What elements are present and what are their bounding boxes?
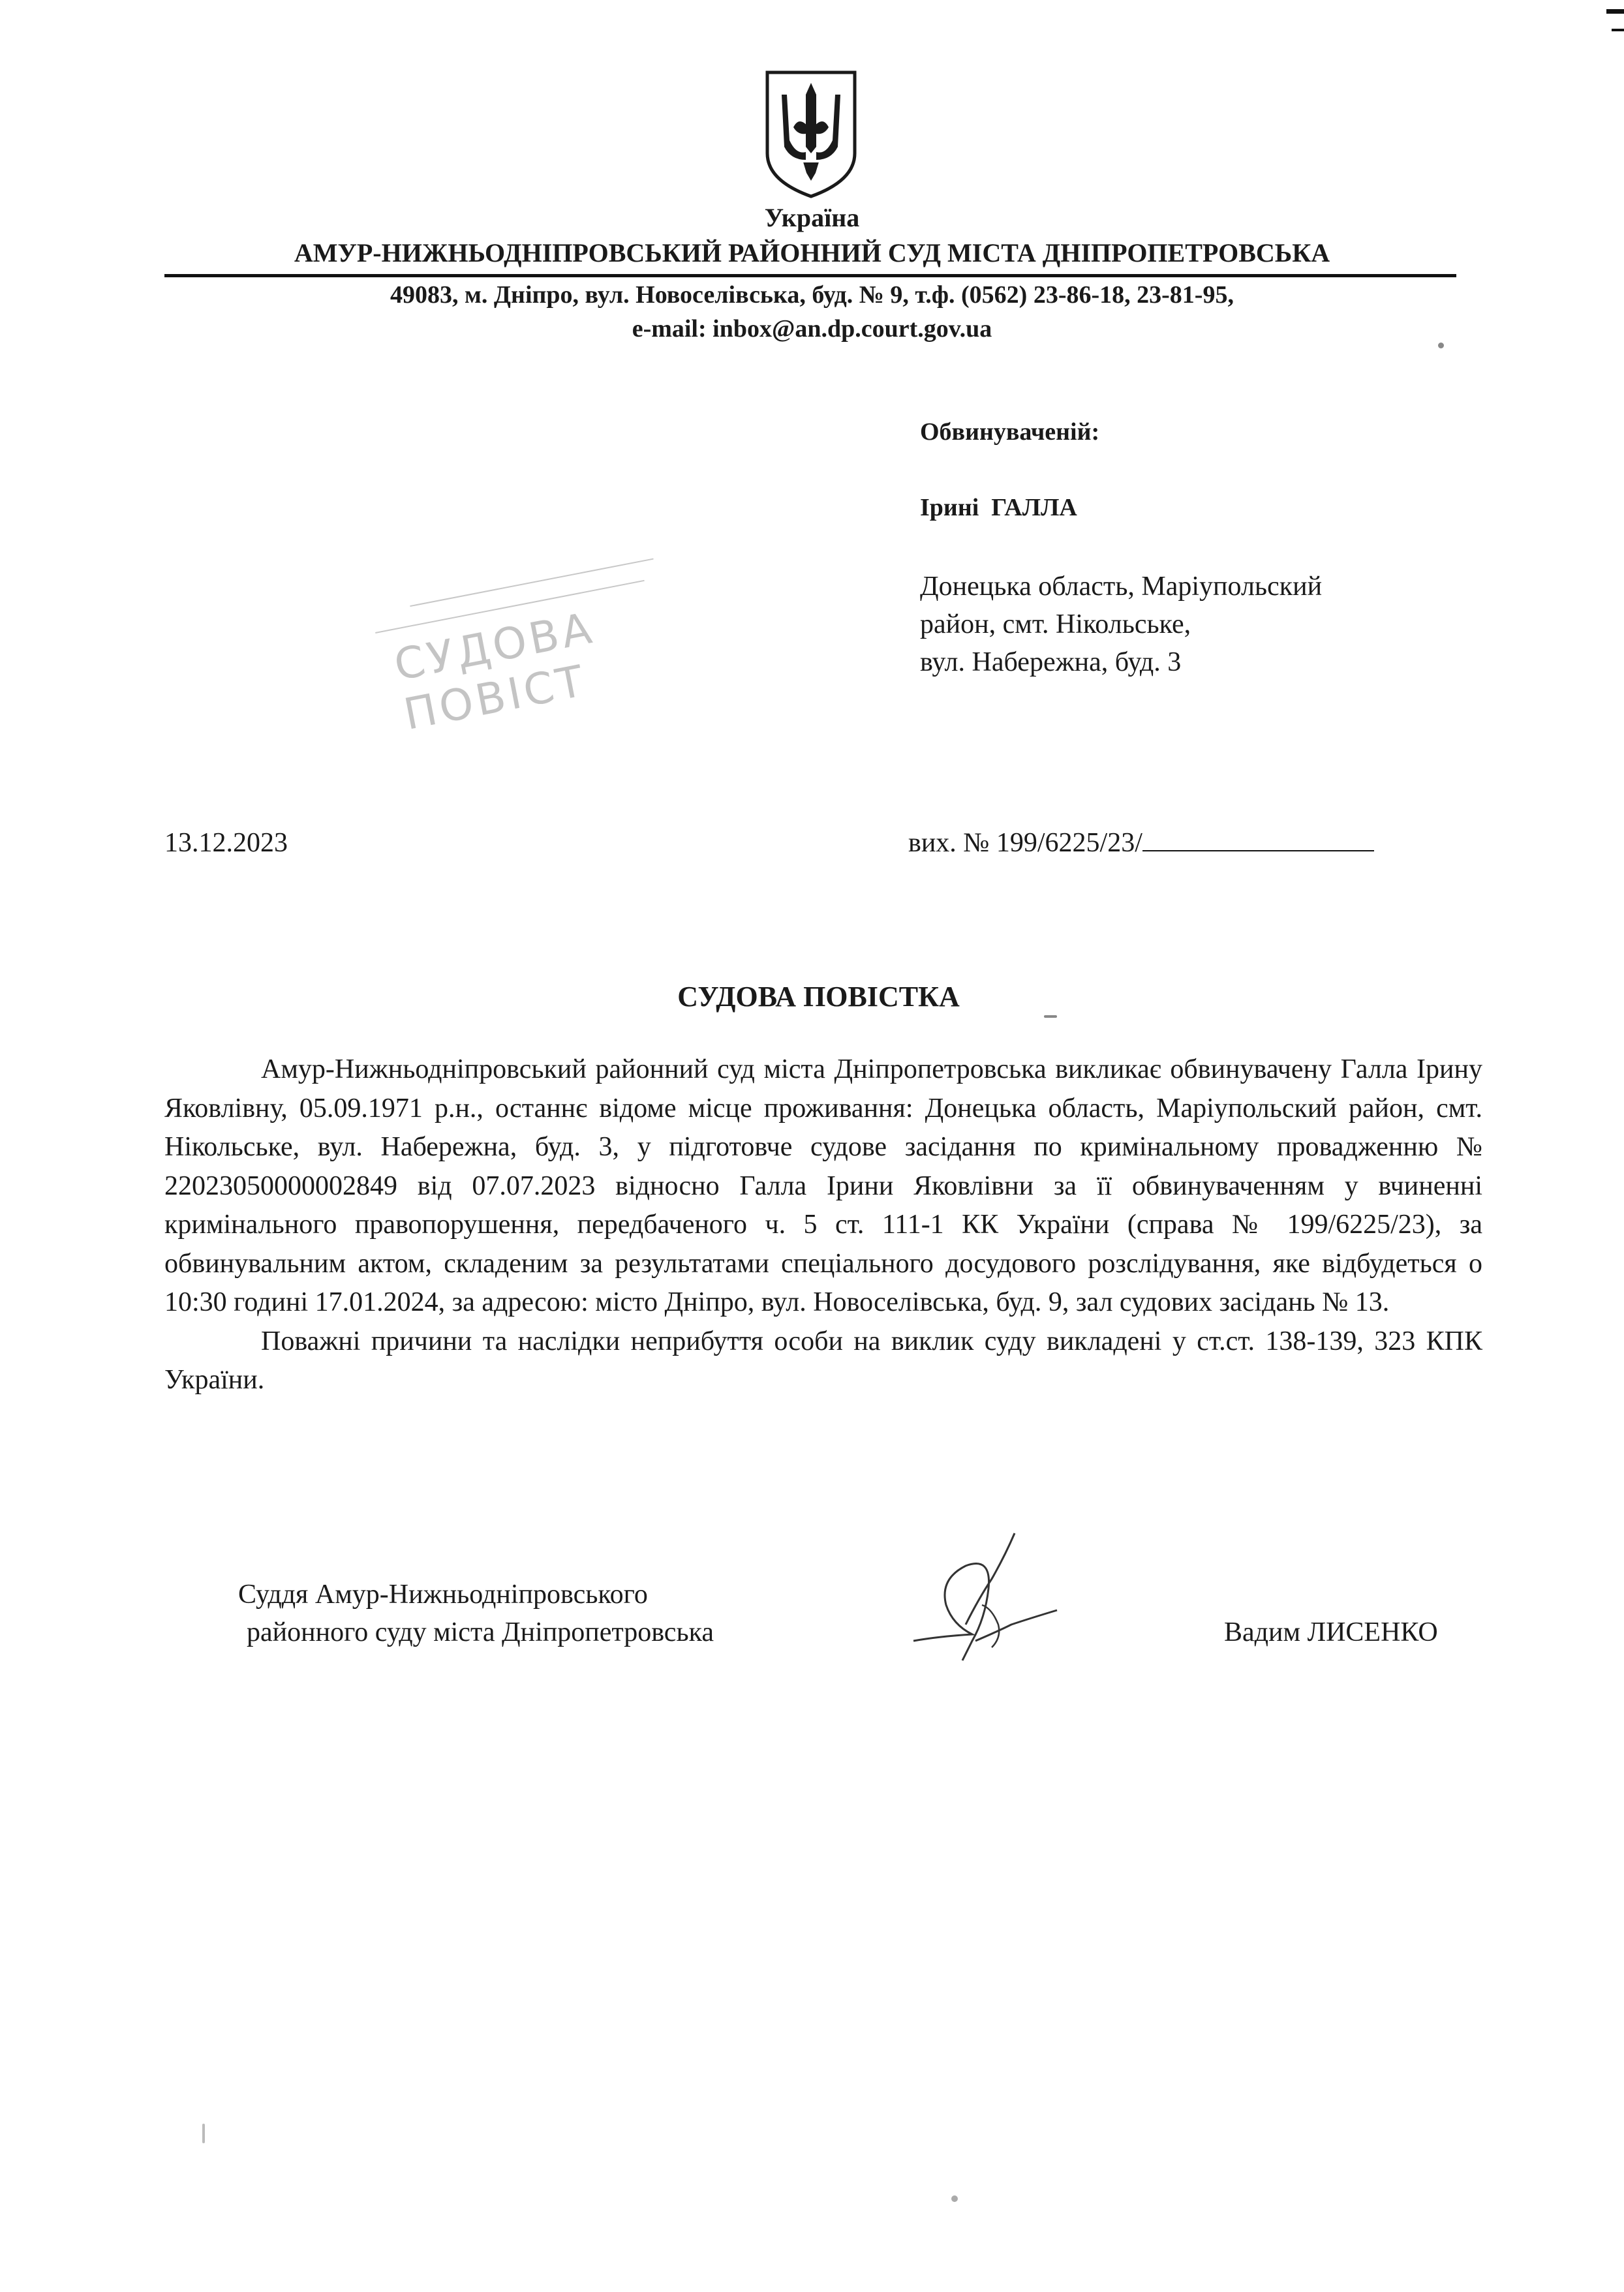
coat-of-arms-icon bbox=[762, 69, 860, 199]
handwritten-signature bbox=[900, 1527, 1096, 1670]
body-paragraph: Амур-Нижньодніпровський районний суд міста Дніпропетровська викликає обвинувачену Галла Ірину Яковлівну, 05.09.1971 р.н., останнє відоме місце проживання: Донецька область, Маріупольский район, смт. Нікольське, вул. Набережна, буд. 3, у підготовче судове засідання по кримінальному провадженню № 22023050000002849 від 07.07.2023 відносно Галла Ірини Яковлівни за її обвинуваченням у вчиненні кримінального правопорушення, передбаченого ч. 5 ст. 111-1 КК України (справа № 199/6225/23), за обвинувальним актом, складеним за результатами спеціального досудового розслідування, яке відбудеться о 10:30 годині 17.01.2024, за адресою: місто Дніпро, вул. Новоселівська, буд. 9, зал судових засідань № 13. bbox=[164, 1054, 1482, 1317]
scan-edge-mark bbox=[1612, 29, 1624, 31]
outgoing-number-blank bbox=[1142, 828, 1374, 851]
outgoing-number bbox=[908, 827, 1374, 859]
stamp-text: СУДОВА ПОВІСТ bbox=[390, 602, 599, 741]
document-title: СУДОВА ПОВІСТКА bbox=[677, 981, 960, 1013]
court-address: 49083, м. Дніпро, вул. Новоселівська, буд. № 9, т.ф. (0562) 23-86-18, 23-81-95, bbox=[390, 281, 1234, 309]
court-name: АМУР-НИЖНЬОДНІПРОВСЬКИЙ РАЙОННИЙ СУД МІСТА ДНІПРОПЕТРОВСЬКА bbox=[294, 238, 1330, 267]
judge-position-line2: районного суду міста Дніпропетровська bbox=[247, 1617, 714, 1647]
recipient-address-line: вул. Набережна, буд. 3 bbox=[920, 647, 1182, 677]
country-heading: Україна bbox=[764, 203, 860, 232]
scan-speck bbox=[1438, 343, 1444, 348]
recipient-address bbox=[920, 568, 1322, 681]
recipient-address-line: Донецька область, Маріупольский bbox=[920, 572, 1323, 602]
recipient-label: Обвинуваченій: bbox=[920, 418, 1100, 446]
scan-speck bbox=[951, 2195, 958, 2202]
recipient-name: Ірині ГАЛЛА bbox=[920, 494, 1077, 521]
faded-stamp bbox=[328, 530, 690, 742]
scan-speck bbox=[1044, 1015, 1057, 1018]
document-date: 13.12.2023 bbox=[164, 828, 288, 858]
document-body bbox=[164, 1050, 1482, 1400]
court-email: e-mail: inbox@an.dp.court.gov.ua bbox=[632, 315, 992, 343]
scan-edge-mark bbox=[1606, 9, 1624, 14]
header-divider bbox=[164, 274, 1456, 277]
scan-speck bbox=[202, 2124, 205, 2143]
judge-name: Вадим ЛИСЕНКО bbox=[1224, 1617, 1438, 1647]
body-paragraph: Поважні причини та наслідки неприбуття особи на виклик суду викладені у ст.ст. 138-139, 323 КПК України. bbox=[164, 1326, 1482, 1395]
outgoing-number-text: вих. № 199/6225/23/ bbox=[908, 828, 1142, 858]
recipient-address-line: район, смт. Нікольське, bbox=[920, 609, 1191, 639]
judge-position-line1: Суддя Амур-Нижньодніпровського bbox=[238, 1580, 648, 1610]
